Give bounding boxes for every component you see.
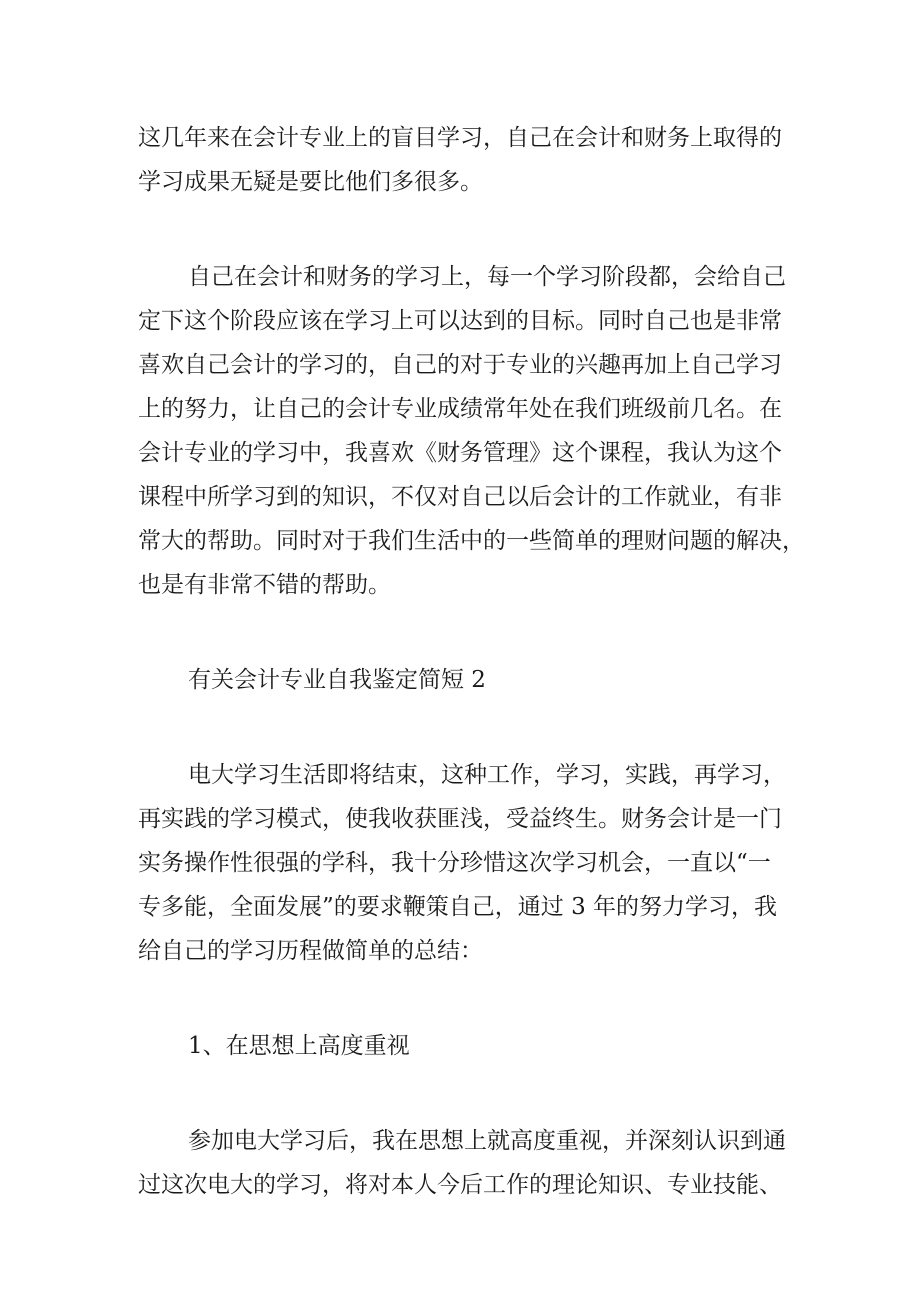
paragraph-3	[138, 753, 798, 973]
text-line: 会计专业的学习中，我喜欢《财务管理》这个课程，我认为这个	[138, 440, 782, 466]
paragraph-1	[138, 116, 798, 204]
paragraph-4	[138, 1119, 798, 1207]
text-line: 自己在会计和财务的学习上，每一个学习阶段都，会给自己	[188, 264, 786, 290]
text-line: 实务操作性很强的学科，我十分珍惜这次学习机会，一直以“一	[138, 850, 771, 876]
text-line: 常大的帮助。同时对于我们生活中的一些简单的理财问题的解决，	[138, 528, 805, 554]
text-line: 上的努力，让自己的会计专业成绩常年处在我们班级前几名。在	[138, 396, 782, 422]
text-line: 喜欢自己会计的学习的，自己的对于专业的兴趣再加上自己学习	[138, 352, 782, 378]
heading-text: 有关会计专业自我鉴定简短 2	[188, 667, 486, 693]
text-line: 专多能，全面发展”的要求鞭策自己，通过 3 年的努力学习，我	[138, 894, 778, 920]
section-heading	[138, 658, 798, 702]
text-line: 学习成果无疑是要比他们多很多。	[138, 169, 483, 195]
text-line: 电大学习生活即将结束，这种工作，学习，实践，再学习，	[188, 762, 786, 788]
text-line: 再实践的学习模式，使我收获匪浅，受益终生。财务会计是一门	[138, 806, 782, 832]
text-line: 这几年来在会计专业上的盲目学习，自己在会计和财务上取得的	[138, 125, 782, 151]
heading-text: 1、在思想上高度重视	[188, 1033, 410, 1059]
text-line: 课程中所学习到的知识，不仅对自己以后会计的工作就业，有非	[138, 484, 782, 510]
text-line: 定下这个阶段应该在学习上可以达到的目标。同时自己也是非常	[138, 308, 782, 334]
text-line: 过这次电大的学习，将对本人今后工作的理论知识、专业技能、	[138, 1172, 782, 1198]
text-line: 给自己的学习历程做简单的总结：	[138, 938, 483, 964]
document-body	[138, 116, 805, 1258]
text-line: 参加电大学习后，我在思想上就高度重视，并深刻认识到通	[188, 1128, 786, 1154]
text-line: 也是有非常不错的帮助。	[138, 572, 391, 598]
list-heading	[138, 1024, 798, 1068]
paragraph-2	[138, 255, 805, 607]
